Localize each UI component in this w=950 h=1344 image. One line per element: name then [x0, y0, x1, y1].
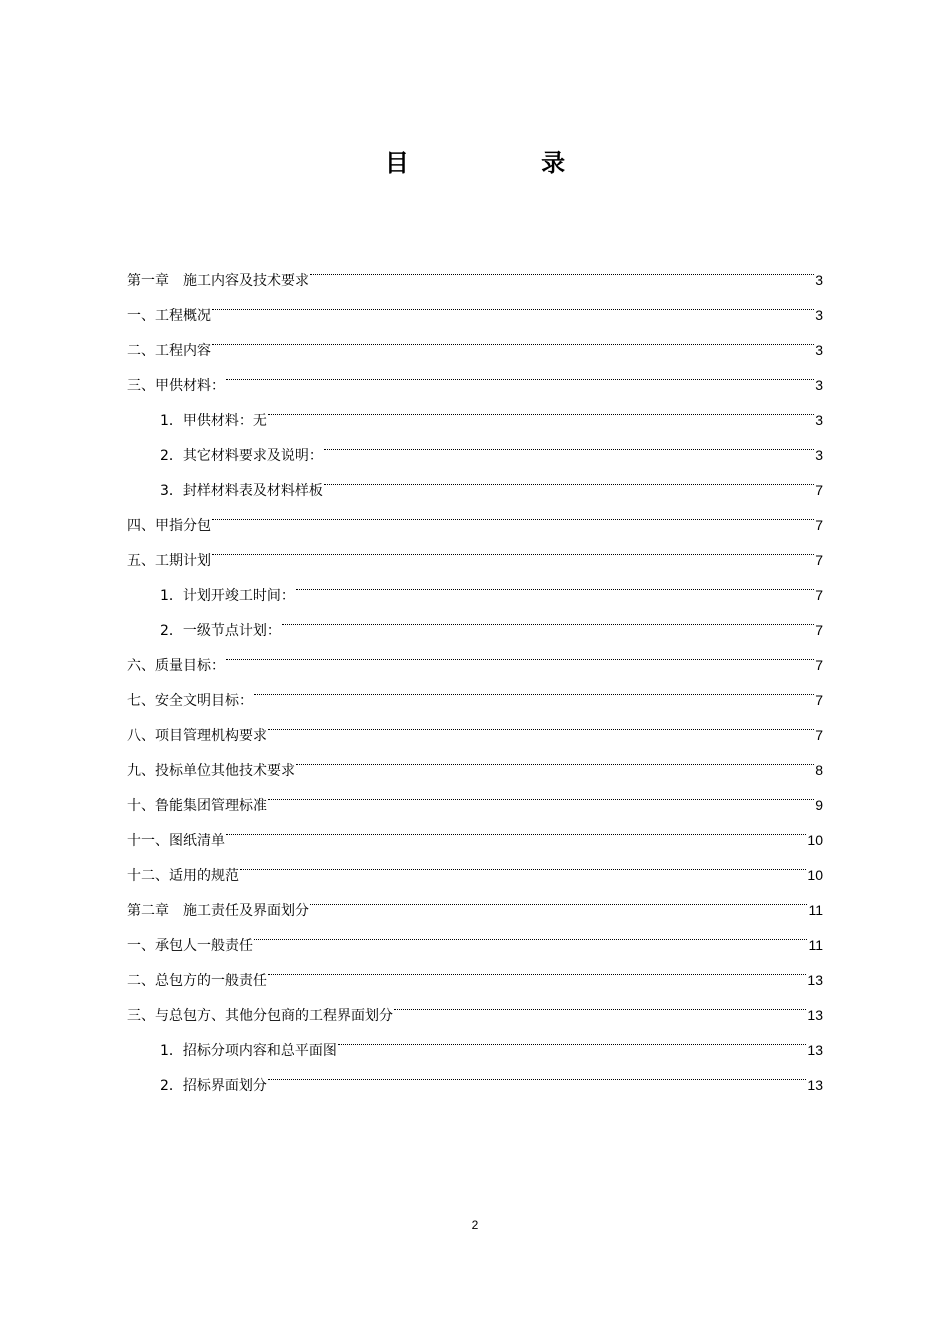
dot-leader: [212, 530, 814, 565]
toc-entry-page-number: 13: [807, 1077, 823, 1093]
dot-leader: [226, 635, 814, 670]
toc-entry-label: 第二章 施工责任及界面划分: [127, 903, 309, 919]
toc-entry[interactable]: [127, 495, 823, 534]
toc-entry-page-number: 7: [815, 552, 823, 568]
dot-leader: [254, 915, 807, 950]
toc-entry-label: 2．一级节点计划：: [160, 623, 281, 639]
dot-leader: [212, 285, 814, 320]
dot-leader: [240, 845, 806, 880]
toc-entry[interactable]: [127, 670, 823, 709]
toc-entry-page-number: 3: [815, 447, 823, 463]
toc-title: 目 录: [384, 148, 628, 177]
toc-entry-page-number: 13: [807, 1007, 823, 1023]
table-of-contents: [127, 250, 823, 1094]
toc-entry[interactable]: [127, 530, 823, 569]
toc-entry-page-number: 7: [815, 587, 823, 603]
toc-entry-label: 五、工期计划: [127, 553, 211, 569]
toc-entry[interactable]: [127, 845, 823, 884]
toc-entry[interactable]: [127, 285, 823, 324]
toc-entry-page-number: 7: [815, 622, 823, 638]
toc-entry-label: 二、工程内容: [127, 343, 211, 359]
dot-leader: [310, 250, 814, 285]
dot-leader: [282, 600, 814, 635]
toc-entry-label: 一、工程概况: [127, 308, 211, 324]
toc-entry-label: 1．招标分项内容和总平面图: [160, 1043, 337, 1059]
dot-leader: [268, 950, 806, 985]
toc-entry-page-number: 7: [815, 727, 823, 743]
dot-leader: [268, 705, 814, 740]
toc-entry-label: 六、质量目标：: [127, 658, 225, 674]
toc-entry-label: 十、鲁能集团管理标准: [127, 798, 267, 814]
toc-entry-label: 2．招标界面划分: [160, 1078, 267, 1094]
toc-entry-label: 1．计划开竣工时间：: [160, 588, 295, 604]
toc-entry-page-number: 3: [815, 342, 823, 358]
dot-leader: [296, 565, 814, 600]
toc-entry-page-number: 7: [815, 657, 823, 673]
toc-entry[interactable]: [127, 390, 823, 429]
toc-entry-label: 二、总包方的一般责任: [127, 973, 267, 989]
toc-entry-label: 三、与总包方、其他分包商的工程界面划分: [127, 1008, 393, 1024]
dot-leader: [226, 355, 814, 390]
toc-entry-page-number: 13: [807, 1042, 823, 1058]
toc-entry-page-number: 7: [815, 692, 823, 708]
toc-entry[interactable]: [127, 320, 823, 359]
toc-entry-label: 八、项目管理机构要求: [127, 728, 267, 744]
dot-leader: [212, 495, 814, 530]
toc-entry-label: 第一章 施工内容及技术要求: [127, 273, 309, 289]
toc-entry-page-number: 3: [815, 412, 823, 428]
toc-entry-page-number: 10: [807, 867, 823, 883]
toc-entry-label: 2．其它材料要求及说明：: [160, 448, 323, 464]
toc-entry-page-number: 9: [815, 797, 823, 813]
toc-entry-label: 1．甲供材料：无: [160, 413, 267, 429]
toc-entry-label: 十二、适用的规范: [127, 868, 239, 884]
dot-leader: [268, 775, 814, 810]
toc-entry-label: 三、甲供材料：: [127, 378, 225, 394]
dot-leader: [338, 1020, 807, 1055]
dot-leader: [324, 460, 814, 495]
dot-leader: [268, 390, 814, 425]
toc-entry-page-number: 3: [815, 307, 823, 323]
dot-leader: [310, 880, 807, 915]
dot-leader: [324, 425, 814, 460]
toc-entry-page-number: 11: [808, 902, 823, 918]
toc-entry-label: 3．封样材料表及材料样板: [160, 483, 323, 499]
toc-entry[interactable]: [127, 250, 823, 289]
toc-entry-page-number: 13: [807, 972, 823, 988]
toc-entry[interactable]: [127, 355, 823, 394]
dot-leader: [212, 320, 814, 355]
dot-leader: [254, 670, 814, 705]
toc-entry-page-number: 3: [815, 377, 823, 393]
toc-entry-page-number: 10: [807, 832, 823, 848]
toc-entry-label: 九、投标单位其他技术要求: [127, 763, 295, 779]
toc-entry-page-number: 11: [808, 937, 823, 953]
toc-entry-page-number: 8: [815, 762, 823, 778]
toc-entry[interactable]: [127, 565, 823, 604]
toc-entry[interactable]: [127, 810, 823, 849]
toc-entry-page-number: 7: [815, 517, 823, 533]
toc-entry-label: 四、甲指分包: [127, 518, 211, 534]
toc-entry-label: 十一、图纸清单: [127, 833, 225, 849]
toc-entry-label: 七、安全文明目标：: [127, 693, 253, 709]
page-number: 2: [471, 1218, 479, 1232]
dot-leader: [226, 810, 806, 845]
toc-entry-label: 一、承包人一般责任: [127, 938, 253, 954]
dot-leader: [268, 1055, 807, 1090]
toc-entry-page-number: 7: [815, 482, 823, 498]
dot-leader: [296, 740, 814, 775]
toc-entry[interactable]: [127, 635, 823, 674]
dot-leader: [394, 985, 806, 1020]
toc-entry-page-number: 3: [815, 272, 823, 288]
